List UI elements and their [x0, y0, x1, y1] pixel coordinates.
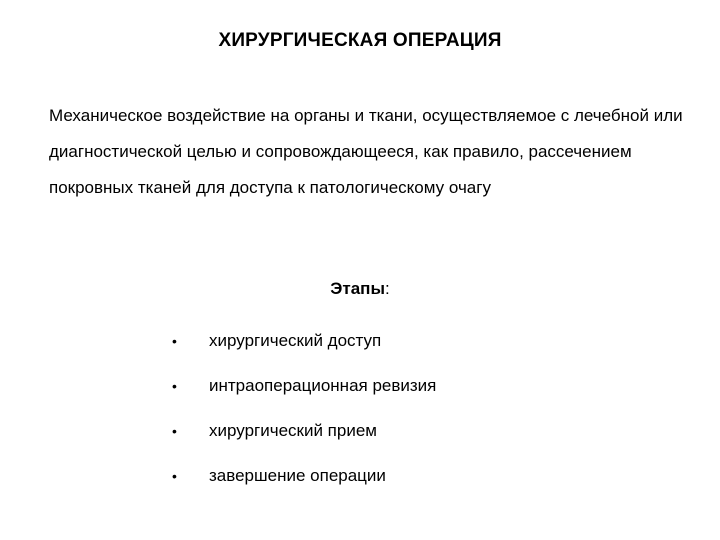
slide-title: ХИРУРГИЧЕСКАЯ ОПЕРАЦИЯ	[218, 30, 502, 51]
bullet-icon: •	[172, 467, 177, 484]
stage-text: интраоперационная ревизия	[209, 375, 437, 395]
bullet-icon: •	[172, 377, 177, 394]
bullet-icon: •	[172, 332, 177, 349]
stages-heading	[0, 279, 720, 299]
stage-text: завершение операции	[209, 465, 386, 485]
list-item	[172, 363, 436, 408]
list-item	[172, 453, 436, 498]
list-item	[172, 408, 436, 453]
stages-label: Этапы	[330, 279, 385, 298]
bullet-icon: •	[172, 422, 177, 439]
stages-colon: :	[384, 279, 390, 298]
stages-list	[172, 318, 436, 498]
definition-text: Механическое воздействие на органы и ткани, осуществляемое с лечебной или диагностической целью и сопровождающееся, как правило, рассечением покровных тканей для доступа к патологическому очагу	[49, 106, 683, 197]
stage-text: хирургический прием	[209, 420, 377, 440]
list-item	[172, 318, 436, 363]
stage-text: хирургический доступ	[209, 330, 382, 350]
